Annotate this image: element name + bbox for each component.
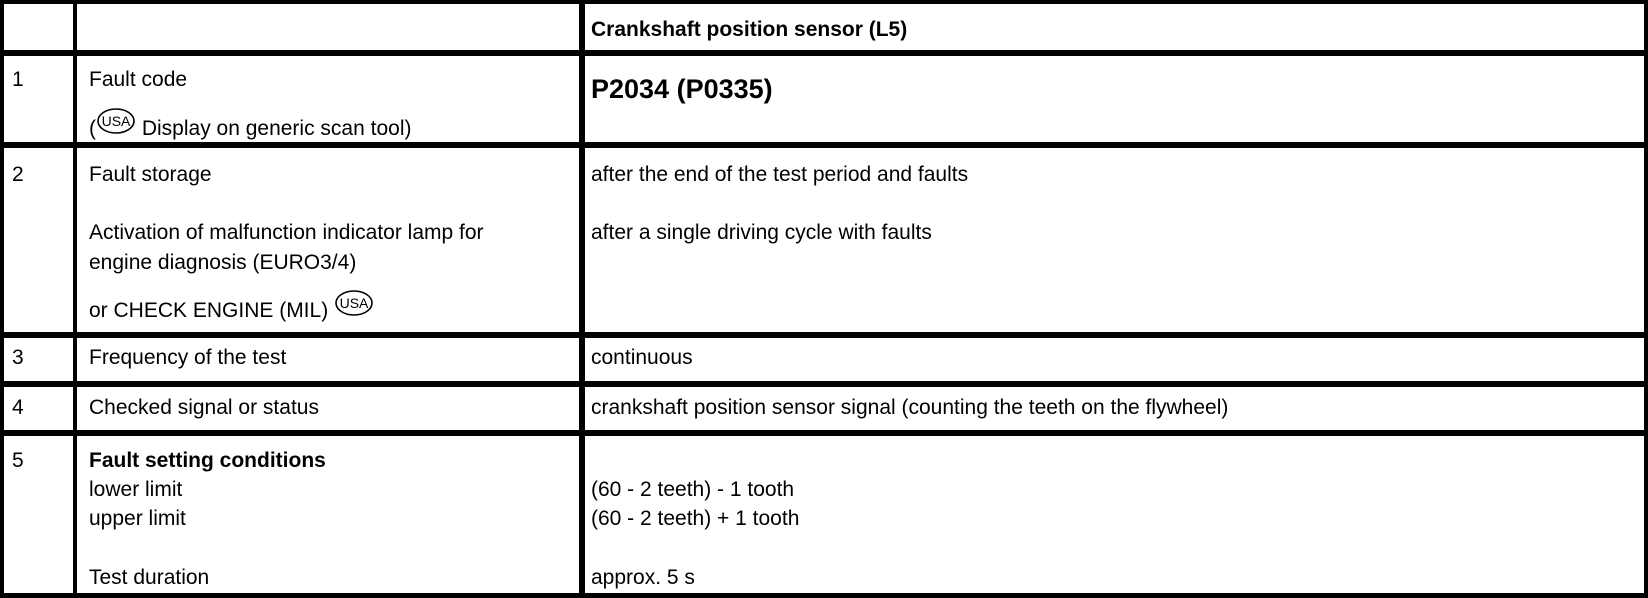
usa-badge-text: USA: [101, 113, 131, 129]
table-border: [0, 332, 1648, 338]
fault-storage-value: after the end of the test period and faults: [591, 163, 969, 186]
table-border: [1644, 0, 1648, 598]
upper-limit-label: upper limit: [89, 507, 186, 530]
paren-open: (: [89, 117, 96, 140]
mil-activation-label-3: [89, 293, 374, 323]
lower-limit-label: lower limit: [89, 478, 183, 501]
table-border: [0, 430, 1648, 436]
row-5-number: 5: [12, 449, 24, 472]
test-duration-value: approx. 5 s: [591, 566, 695, 589]
upper-limit-value: (60 - 2 teeth) + 1 tooth: [591, 507, 800, 530]
row-3-value: continuous: [591, 346, 693, 369]
table-border: [0, 381, 1648, 387]
check-engine-text: or CHECK ENGINE (MIL): [89, 299, 335, 322]
table-border: [0, 593, 1648, 598]
table-border: [579, 0, 585, 598]
usa-badge-icon: [96, 111, 136, 137]
row-1-number: 1: [12, 68, 24, 91]
lower-limit-value: (60 - 2 teeth) - 1 tooth: [591, 478, 795, 501]
mil-activation-label-1: Activation of malfunction indicator lamp for: [89, 221, 484, 244]
row-1-label-note: [89, 111, 411, 141]
table-border: [0, 50, 1648, 56]
row-3-number: 3: [12, 346, 24, 369]
mil-activation-label-2: engine diagnosis (EURO3/4): [89, 251, 357, 274]
mil-activation-value: after a single driving cycle with faults: [591, 221, 932, 244]
table-border: [73, 0, 77, 598]
row-4-value: crankshaft position sensor signal (counting the teeth on the flywheel): [591, 396, 1229, 419]
row-1-label: Fault code: [89, 68, 188, 91]
table-border: [0, 0, 1648, 4]
row-4-number: 4: [12, 396, 24, 419]
table-border: [0, 0, 4, 598]
fault-storage-label: Fault storage: [89, 163, 212, 186]
fault-code: P2034 (P0335): [591, 74, 773, 104]
row-1-label-rest: Display on generic scan tool): [136, 117, 412, 140]
row-4-label: Checked signal or status: [89, 396, 319, 419]
usa-badge-text: USA: [339, 295, 369, 311]
row-2-number: 2: [12, 163, 24, 186]
test-duration-label: Test duration: [89, 566, 210, 589]
header-title: Crankshaft position sensor (L5): [591, 18, 908, 41]
table-border: [0, 142, 1648, 148]
usa-badge-icon: [334, 293, 374, 319]
row-3-label: Frequency of the test: [89, 346, 287, 369]
fault-setting-title: Fault setting conditions: [89, 449, 326, 472]
